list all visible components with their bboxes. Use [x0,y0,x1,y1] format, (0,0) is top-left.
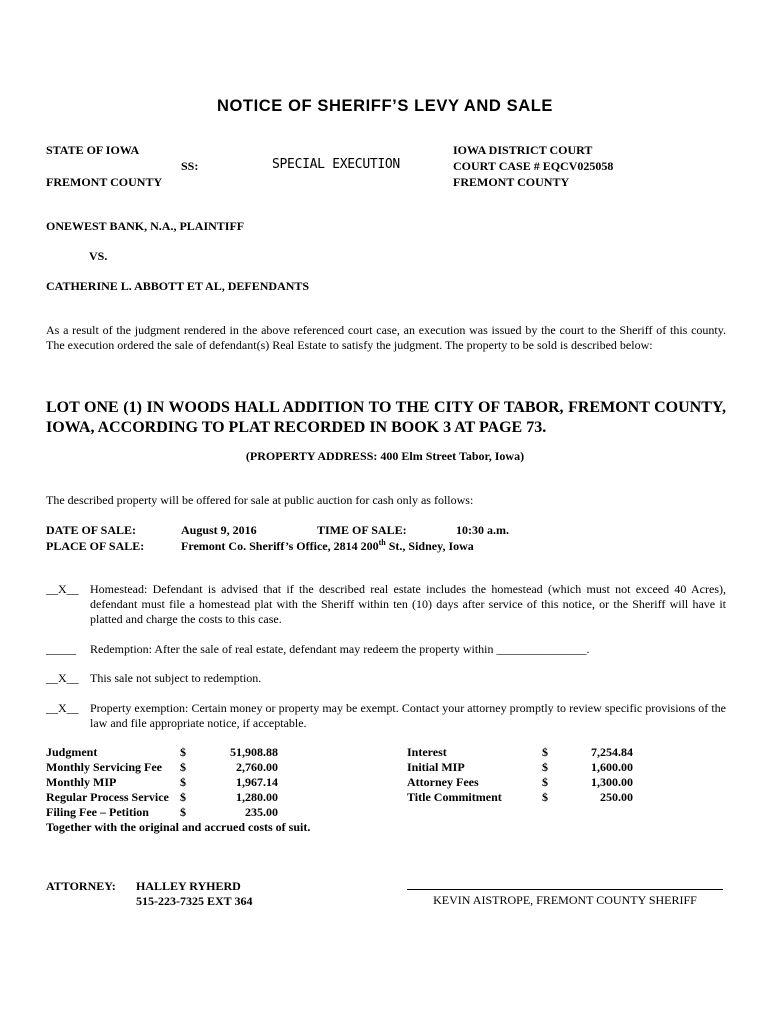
fee-currency: $ [180,760,186,774]
place-of-sale-value: Fremont Co. Sheriff’s Office, 2814 200th St., Sidney, Iowa [181,538,474,553]
fee-amount: 250.00 [600,790,633,804]
fee-label: Interest [407,745,447,759]
date-of-sale-label: DATE OF SALE: [46,523,137,537]
date-of-sale-value: August 9, 2016 [181,523,257,537]
redemption-mark: _____ [46,642,76,656]
property-address: (PROPERTY ADDRESS: 400 Elm Street Tabor, Iowa) [245,449,525,463]
legal-description: LOT ONE (1) IN WOODS HALL ADDITION TO THE CITY OF TABOR, FREMONT COUNTY, IOWA, ACCORDING TO PLAT RECORDED IN BOOK 3 AT PAGE 73. [46,399,726,436]
fee-currency: $ [542,790,548,804]
court-name: IOWA DISTRICT COURT [453,143,593,157]
county-left: FREMONT COUNTY [46,175,163,189]
intro-paragraph: As a result of the judgment rendered in the above referenced court case, an execution was issued by the court to the Sheriff of this county. The execution ordered the sale of defendant(s) Real Estate to satisfy the judgment. The property to be sold is described below: [46,323,726,352]
fee-amount: 7,254.84 [591,745,633,759]
fee-amount: 51,908.88 [230,745,278,759]
redemption-text: Redemption: After the sale of real estate, defendant may redeem the property within _______________. [90,642,590,656]
attorney-label: ATTORNEY: [46,879,116,893]
fee-currency: $ [180,745,186,759]
sheriff-signature: KEVIN AISTROPE, FREMONT COUNTY SHERIFF [433,893,697,907]
county-right: FREMONT COUNTY [453,175,570,189]
time-of-sale-label: TIME OF SALE: [317,523,407,537]
time-of-sale-value: 10:30 a.m. [456,523,509,537]
fee-amount: 1,600.00 [591,760,633,774]
fee-label: Filing Fee – Petition [46,805,149,819]
place-of-sale-label: PLACE OF SALE: [46,539,145,553]
homestead-text: Homestead: Defendant is advised that if the described real estate includes the homestead (which must not exceed 40 Acres), defendant must file a homestead plat with the Sheriff within ten (10) days after service of this notice, or the Sheriff will have it platted and charge the costs to this case. [90,582,726,626]
fee-label: Title Commitment [407,790,502,804]
fee-amount: 1,967.14 [236,775,278,789]
fee-currency: $ [542,745,548,759]
fee-label: Monthly Servicing Fee [46,760,162,774]
homestead-mark: __X__ [46,582,79,596]
defendants: CATHERINE L. ABBOTT ET AL, DEFENDANTS [46,279,310,293]
fee-currency: $ [542,775,548,789]
exemption-mark: __X__ [46,701,79,715]
fee-label: Regular Process Service [46,790,169,804]
page-title: NOTICE OF SHERIFF’S LEVY AND SALE [216,97,554,115]
fee-amount: 235.00 [245,805,278,819]
fee-label: Monthly MIP [46,775,117,789]
plaintiff: ONEWEST BANK, N.A., PLAINTIFF [46,219,245,233]
no-redemption-mark: __X__ [46,671,79,685]
exemption-text: Property exemption: Certain money or property may be exempt. Contact your attorney promptly to review specific provisions of the law and file appropriate notice, if acceptable. [90,701,726,730]
fee-currency: $ [542,760,548,774]
auction-statement: The described property will be offered for sale at public auction for cash only as follows: [46,493,474,507]
fee-label: Attorney Fees [407,775,479,789]
fee-amount: 2,760.00 [236,760,278,774]
fee-label: Judgment [46,745,98,759]
case-number: COURT CASE # EQCV025058 [453,159,614,173]
fee-currency: $ [180,790,186,804]
fee-label: Initial MIP [407,760,465,774]
fee-amount: 1,300.00 [591,775,633,789]
ss-label: SS: [181,159,199,173]
attorney-name: HALLEY RYHERD [136,879,241,893]
fee-amount: 1,280.00 [236,790,278,804]
fee-currency: $ [180,775,186,789]
versus: VS. [89,249,108,263]
costs-note: Together with the original and accrued costs of suit. [46,820,311,834]
signature-line [407,889,723,890]
state-label: STATE OF IOWA [46,143,140,157]
attorney-phone: 515-223-7325 EXT 364 [136,894,253,908]
fee-currency: $ [180,805,186,819]
no-redemption-text: This sale not subject to redemption. [90,671,262,685]
execution-type: SPECIAL EXECUTION [272,157,400,172]
